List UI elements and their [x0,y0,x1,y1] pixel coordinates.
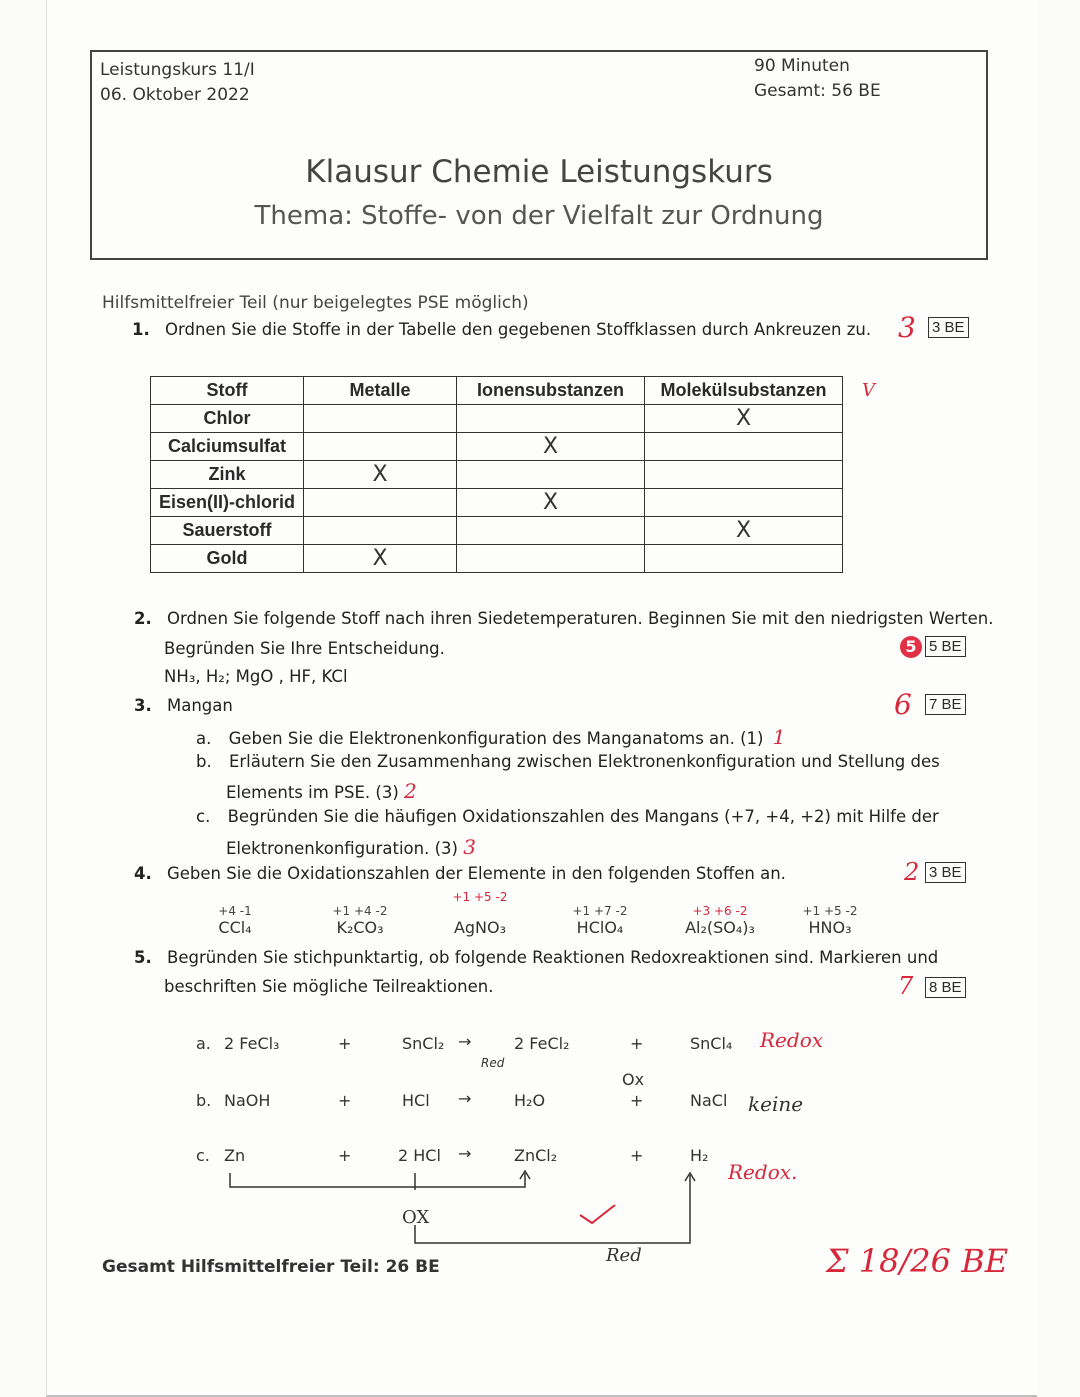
compound-item [560,904,640,937]
q3a-text: Geben Sie die Elektronenkonfiguration des Manganatoms an. (1) [228,729,764,748]
table-row [151,489,843,517]
question-5-number: 5. [134,948,152,967]
substance-table [150,376,843,573]
q3b-text-1: Erläutern Sie den Zusammenhang zwischen Elektronenkonfiguration und Stellung des [228,752,940,771]
table-row [151,517,843,545]
table-row [151,433,843,461]
question-3c-cont [226,835,476,859]
final-score: Σ 18/26 BE [826,1242,1009,1280]
cell-mark [457,405,645,433]
reaction-a-plus-1: + [338,1034,352,1053]
reaction-b-plus-1: + [338,1091,352,1110]
question-1-number: 1. [132,320,150,339]
reaction-a-product-1: 2 FeCl₂ [514,1034,570,1053]
reaction-a-label: a. [196,1034,211,1053]
reaction-c-red-label: Red [606,1245,642,1266]
reaction-c-plus-2: + [630,1146,644,1165]
exam-subtitle: Thema: Stoffe- von der Vielfalt zur Ordnung [254,201,824,231]
reaction-b-product-1: H₂O [514,1091,546,1110]
question-2-line-2: Begründen Sie Ihre Entscheidung. [164,639,445,658]
row-name: Chlor [151,405,304,433]
section-label: Hilfsmittelfreier Teil (nur beigelegtes PSE möglich) [102,293,529,313]
compound-ox: +3 +6 -2 [692,904,748,918]
q3a-score: 1 [772,725,786,749]
reaction-b-reactant-1: NaOH [224,1091,271,1110]
reaction-b-reactant-2: HCl [402,1091,430,1110]
compound-formula: CCl₄ [218,918,252,937]
compound-ox: +1 +4 -2 [332,904,388,918]
reaction-a-red-label: Red [481,1056,505,1070]
q5-score: 7 [898,972,914,1000]
cell-mark: X [457,433,645,461]
reaction-c-arrow: → [458,1144,472,1163]
exam-title: Klausur Chemie Leistungskurs [305,154,773,190]
row-name: Eisen(II)-chlorid [151,489,304,517]
q1-be-box: 3 BE [928,317,969,338]
compound-item [440,890,520,937]
reaction-b-label: b. [196,1091,212,1110]
cell-mark [304,405,457,433]
reaction-c-label: c. [196,1146,210,1165]
question-5-line-1: Begründen Sie stichpunktartig, ob folgende Reaktionen Redoxreaktionen sind. Markieren und [167,948,939,967]
row-name: Calciumsulfat [151,433,304,461]
date-label: 06. Oktober 2022 [100,85,250,105]
question-2-number: 2. [134,609,152,628]
compound-ox: +1 +5 -2 [452,890,508,904]
q3c-label: c. [196,807,211,826]
cell-mark [457,517,645,545]
table-row [151,405,843,433]
row-name: Gold [151,545,304,573]
table-row [151,545,843,573]
reaction-a-ox-label: Ox [622,1070,645,1089]
q1-check-mark: V [862,380,875,401]
question-4 [134,864,786,883]
cell-mark [645,433,843,461]
col-header-molekuel: Molekülsubstanzen [645,377,843,405]
cell-mark: X [304,545,457,573]
course-label: Leistungskurs 11/I [100,60,255,80]
reaction-c-product-1: ZnCl₂ [514,1146,558,1165]
reaction-c-ox-label: OX [402,1207,430,1228]
reaction-c-plus-1: + [338,1146,352,1165]
q3-score: 6 [894,688,912,721]
cell-mark [304,489,457,517]
compound-formula: HNO₃ [808,918,852,937]
reaction-c-brackets [220,1165,710,1255]
q3-be-box: 7 BE [925,694,966,715]
table-header-row [151,377,843,405]
reaction-a-product-2: SnCl₄ [690,1034,733,1053]
total-label: Gesamt: 56 BE [754,81,881,101]
q2-score: 5 [900,636,922,658]
compound-ox: +1 +7 -2 [572,904,628,918]
row-name: Sauerstoff [151,517,304,545]
compound-formula: HClO₄ [576,918,624,937]
question-5 [134,948,938,967]
cell-mark [645,461,843,489]
question-3c [196,807,939,826]
question-3b [196,752,940,771]
q3c-score: 3 [463,835,476,859]
row-name: Zink [151,461,304,489]
q3a-label: a. [196,729,212,748]
q5-be-box: 8 BE [925,977,966,998]
cell-mark [457,461,645,489]
cell-mark [645,489,843,517]
question-5-line-2: beschriften Sie mögliche Teilreaktionen. [164,977,494,996]
reaction-b-arrow: → [458,1089,472,1108]
question-1 [132,320,871,339]
header-box [90,50,988,260]
q4-score: 2 [904,858,920,886]
q3c-text-2: Elektronenkonfiguration. (3) [226,839,458,858]
compound-formula: Al₂(SO₄)₃ [685,918,755,937]
reaction-a-note: Redox [760,1028,824,1052]
col-header-stoff: Stoff [151,377,304,405]
reaction-c-note: Redox. [728,1160,798,1184]
reaction-b-plus-2: + [630,1091,644,1110]
cell-mark: X [304,461,457,489]
question-3-title: Mangan [167,696,233,715]
reaction-c-reactant-1: Zn [224,1146,246,1165]
reaction-b-product-2: NaCl [690,1091,728,1110]
question-3b-cont [226,779,417,803]
reaction-a-arrow: → [458,1032,472,1051]
q2-be-box: 5 BE [925,636,966,657]
part-total-label: Gesamt Hilfsmittelfreier Teil: 26 BE [102,1257,440,1277]
col-header-metalle: Metalle [304,377,457,405]
compound-item [670,904,770,937]
question-3 [134,696,233,715]
q4-compounds [200,890,890,944]
cell-mark [457,545,645,573]
q1-score: 3 [898,311,916,344]
compound-item [795,904,865,937]
reaction-a-reactant-2: SnCl₂ [402,1034,445,1053]
q4-be-box: 3 BE [925,862,966,883]
question-2 [134,609,993,628]
question-3-number: 3. [134,696,152,715]
compound-ox: +4 -1 [218,904,252,918]
question-1-text: Ordnen Sie die Stoffe in der Tabelle den gegebenen Stoffklassen durch Ankreuzen zu. [165,320,872,339]
cell-mark: X [645,405,843,433]
q3c-text-1: Begründen Sie die häufigen Oxidationszahlen des Mangans (+7, +4, +2) mit Hilfe der [227,807,939,826]
compound-item [320,904,400,937]
q3b-label: b. [196,752,212,771]
reaction-c-reactant-2: 2 HCl [398,1146,441,1165]
question-4-number: 4. [134,864,152,883]
compound-item [200,904,270,937]
question-4-text: Geben Sie die Oxidationszahlen der Elemente in den folgenden Stoffen an. [167,864,786,883]
question-3a [196,725,785,749]
compound-ox: +1 +5 -2 [802,904,858,918]
compound-formula: K₂CO₃ [336,918,384,937]
cell-mark [304,517,457,545]
q3b-score: 2 [404,779,417,803]
reaction-a-reactant-1: 2 FeCl₃ [224,1034,280,1053]
cell-mark: X [457,489,645,517]
reaction-c-product-2: H₂ [690,1146,709,1165]
compound-formula: AgNO₃ [453,918,507,937]
table-row [151,461,843,489]
duration-label: 90 Minuten [754,56,850,76]
reaction-b-note: keine [748,1092,804,1116]
cell-mark [645,545,843,573]
cell-mark: X [645,517,843,545]
col-header-ionen: Ionensubstanzen [457,377,645,405]
reaction-a-plus-2: + [630,1034,644,1053]
q3b-text-2: Elements im PSE. (3) [226,783,399,802]
cell-mark [304,433,457,461]
question-2-substances: NH₃, H₂; MgO , HF, KCl [164,667,348,686]
question-2-line-1: Ordnen Sie folgende Stoff nach ihren Siedetemperaturen. Beginnen Sie mit den niedrigsten Werten. [167,609,994,628]
